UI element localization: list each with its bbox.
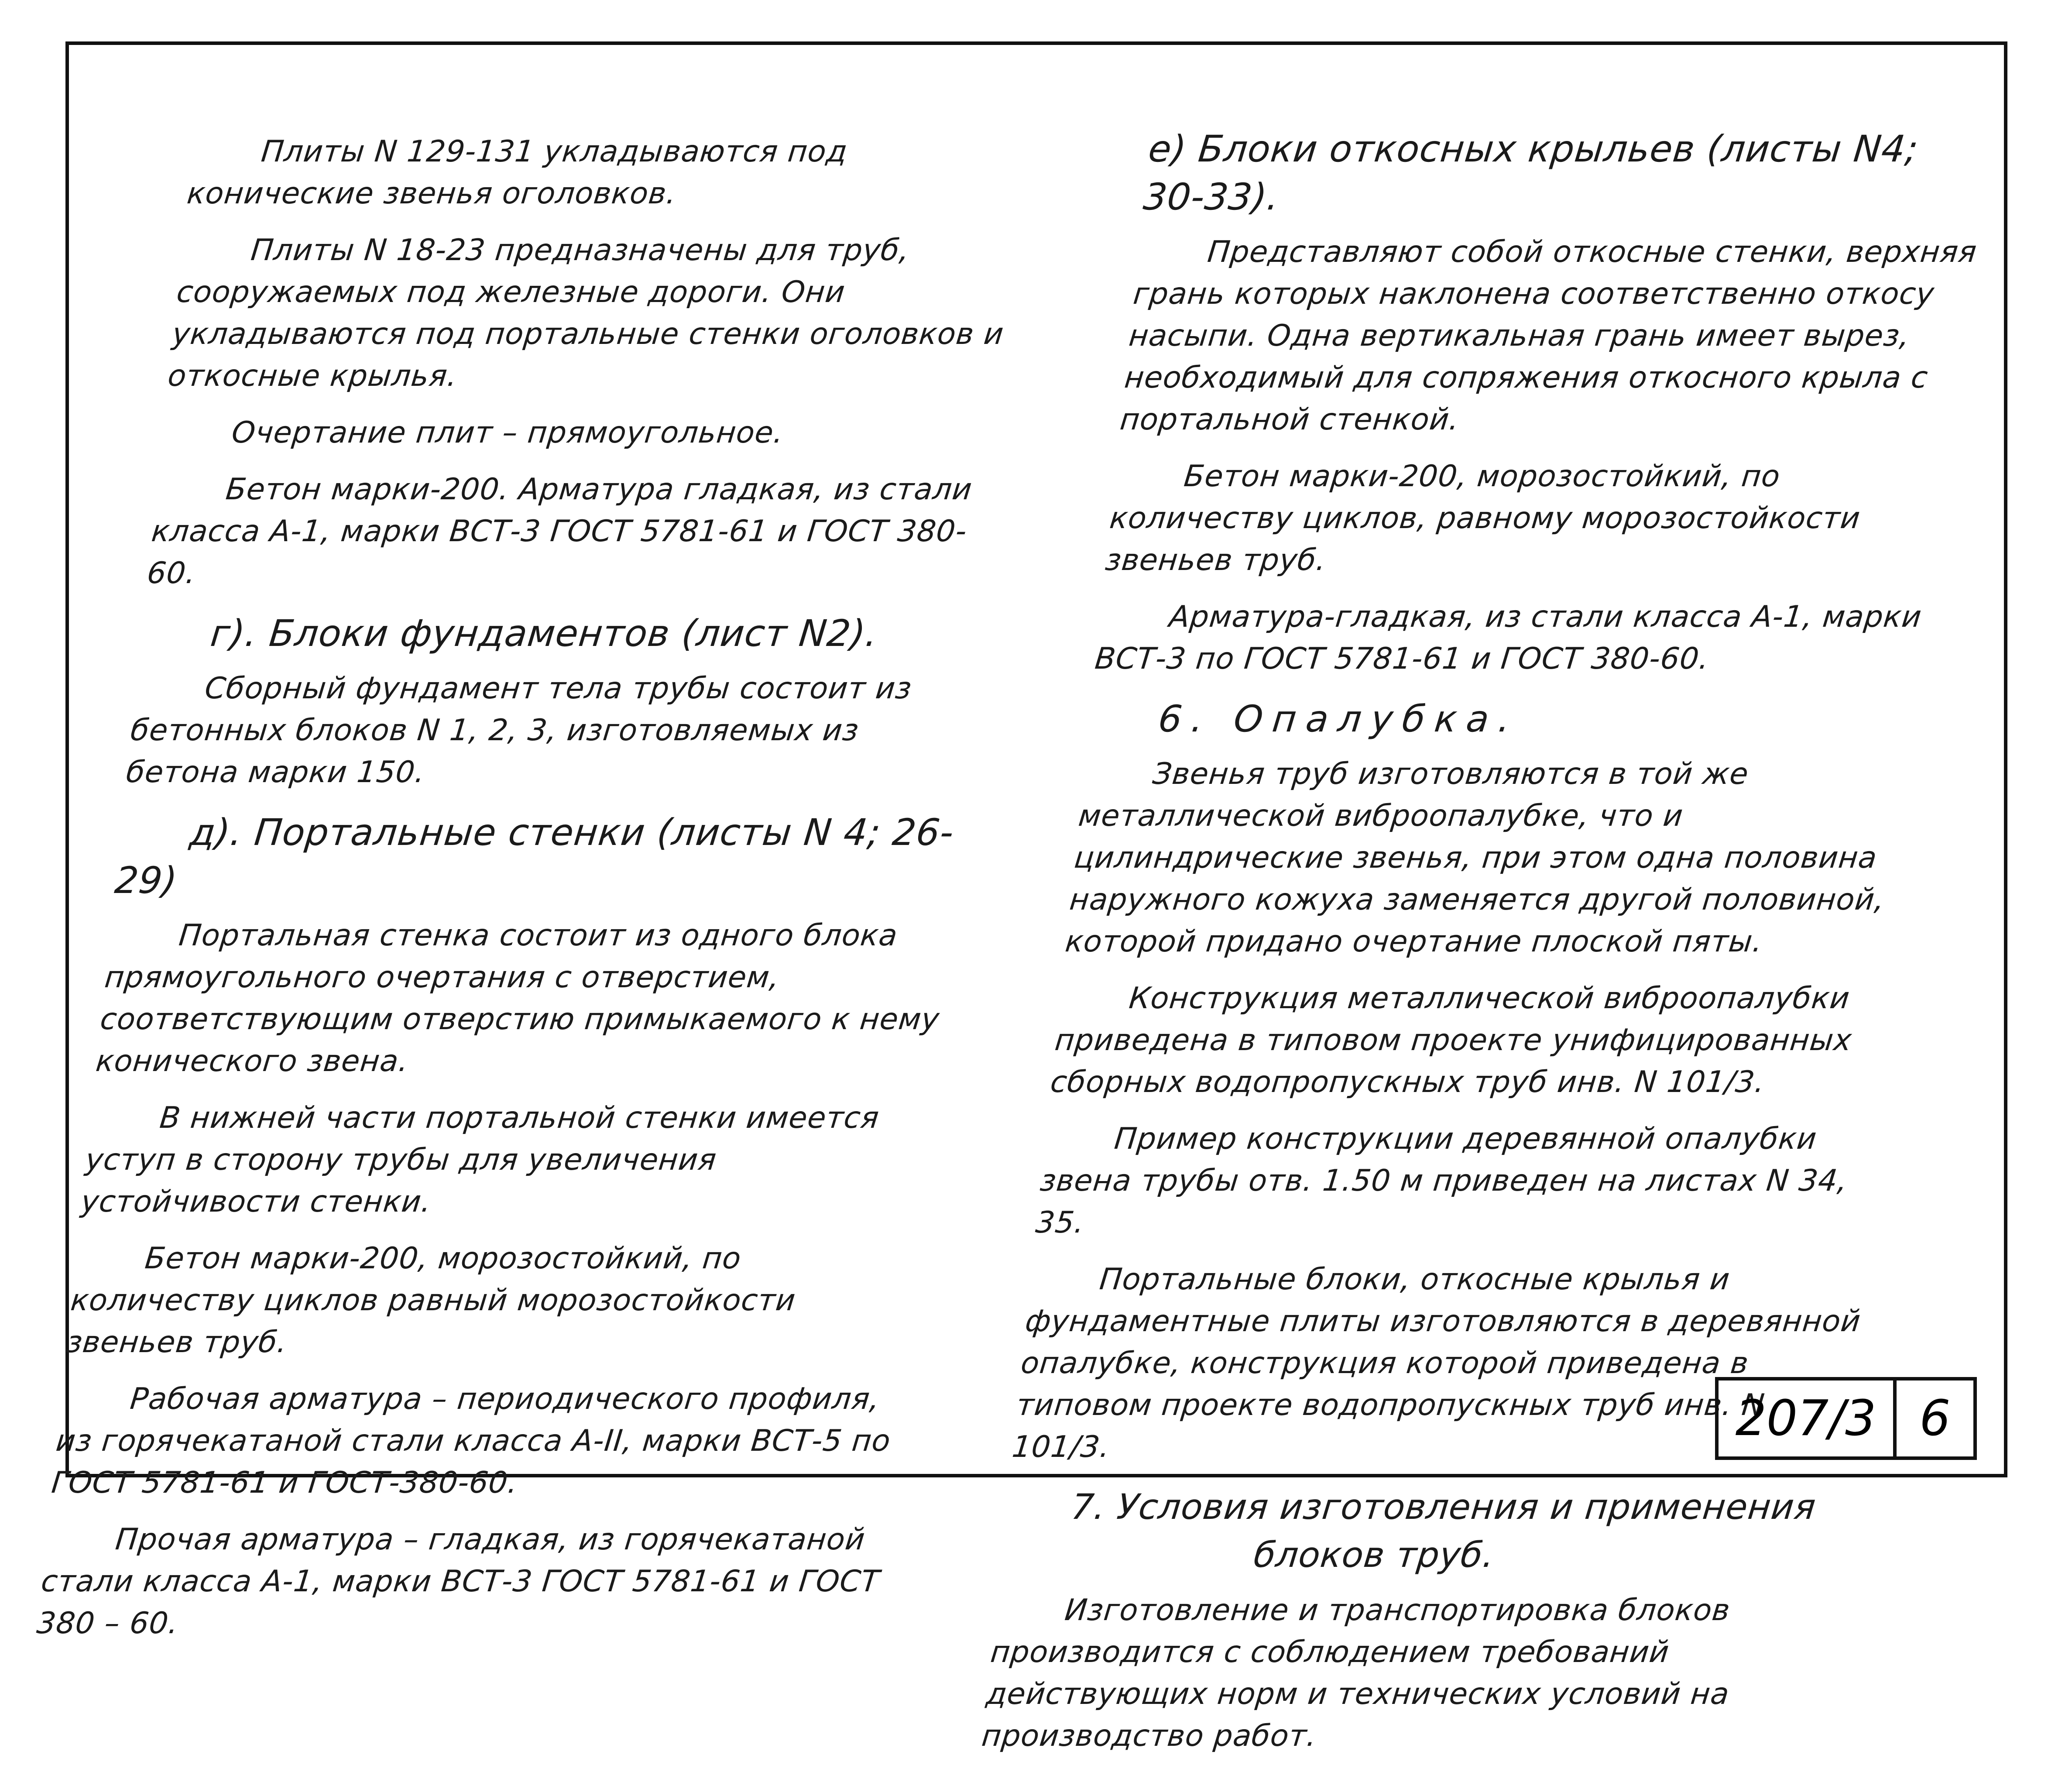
- paragraph: Звенья труб изготовляются в той же металлической виброопалубке, что и цилиндрические звенья, при этом одна половина наружного кожуха заменяется другой половиной, которой придано очертание плоской пяты.: [1063, 757, 1887, 959]
- section-heading-7-line1: 7. Условия изготовления и применения: [1069, 1487, 1818, 1527]
- sheet-number: 6: [1919, 1390, 1951, 1447]
- paragraph: Портальные блоки, откосные крылья и фундаментные плиты изготовляются в деревянной опалубке, конструкция которой приведена в типовом проекте водопропускных труб инв. N 101/3.: [1010, 1262, 1863, 1464]
- section-heading-6: 6. Опалубка.: [1156, 697, 1522, 740]
- paragraph: Плиты N 18-23 предназначены для труб, сооружаемых под железные дороги. Они укладываются под портальные стенки оголовков и откосные крылья.: [166, 233, 1006, 393]
- paragraph: В нижней части портальной стенки имеется уступ в сторону трубы для увеличения устойчивости стенки.: [79, 1101, 881, 1219]
- paragraph: Пример конструкции деревянной опалубки звена трубы отв. 1.50 м приведен на листах N 34, 35.: [1034, 1122, 1849, 1240]
- section-heading-7-line2: блоков труб.: [1252, 1535, 1497, 1575]
- paragraph: Портальная стенка состоит из одного блока прямоугольного очертания с отверстием, соответствующим отверстию примыкаемого к нему конического звена.: [94, 918, 941, 1078]
- paragraph: Бетон марки-200, морозостойкий, по количеству циклов, равному морозостойкости звеньев труб.: [1104, 459, 1862, 577]
- paragraph: Бетон марки-200. Арматура гладкая, из стали класса А-1, марки ВСТ-3 ГОСТ 5781-61 и ГОСТ 380-60.: [145, 472, 974, 591]
- document-number: 207/3: [1719, 1381, 1897, 1456]
- title-block-stamp: [1715, 1377, 1977, 1460]
- paragraph: Плиты N 129-131 укладываются под конические звенья оголовков.: [185, 134, 849, 211]
- section-heading-e: е) Блоки откосных крыльев (листы N4; 30-33).: [1141, 127, 1921, 218]
- paragraph: Прочая арматура – гладкая, из горячекатаной стали класса А-1, марки ВСТ-3 ГОСТ 5781-61 и ГОСТ 380 – 60.: [35, 1522, 882, 1641]
- paragraph: Конструкция металлической виброопалубки приведена в типовом проекте унифицированных сборных водопропускных труб инв. N 101/3.: [1049, 981, 1854, 1099]
- paragraph: Арматура-гладкая, из стали класса А-1, марки ВСТ-3 по ГОСТ 5781-61 и ГОСТ 380-60.: [1093, 600, 1924, 676]
- section-heading-g: г). Блоки фундаментов (лист N2).: [208, 612, 880, 655]
- paragraph: Рабочая арматура – периодического профиля, из горячекатаной стали класса А-II, марки ВСТ-5 по ГОСТ 5781-61 и ГОСТ-380-60.: [50, 1382, 892, 1500]
- section-heading-7: [998, 1483, 1851, 1579]
- section-heading-d: д). Портальные стенки (листы N 4; 26-29): [113, 811, 956, 902]
- paragraph: Бетон марки-200, морозостойкий, по количеству циклов равный морозостойкости звеньев труб.: [65, 1241, 798, 1360]
- paragraph: Сборный фундамент тела трубы состоит из бетонных блоков N 1, 2, 3, изготовляемых из бетона марки 150.: [124, 671, 914, 790]
- right-column: [978, 122, 1993, 1772]
- paragraph: Представляют собой откосные стенки, верхняя грань которых наклонена соответственно откосу насыпи. Одна вертикальная грань имеет вырез, необходимый для сопряжения откосного крыла с портальной стенкой.: [1118, 235, 1979, 437]
- left-column: [33, 131, 1036, 1659]
- paragraph: Изготовление и транспортировка блоков производится с соблюдением требований действующих норм и технических условий на производство работ.: [980, 1593, 1732, 1753]
- paragraph: Очертание плит – прямоугольное.: [230, 416, 786, 450]
